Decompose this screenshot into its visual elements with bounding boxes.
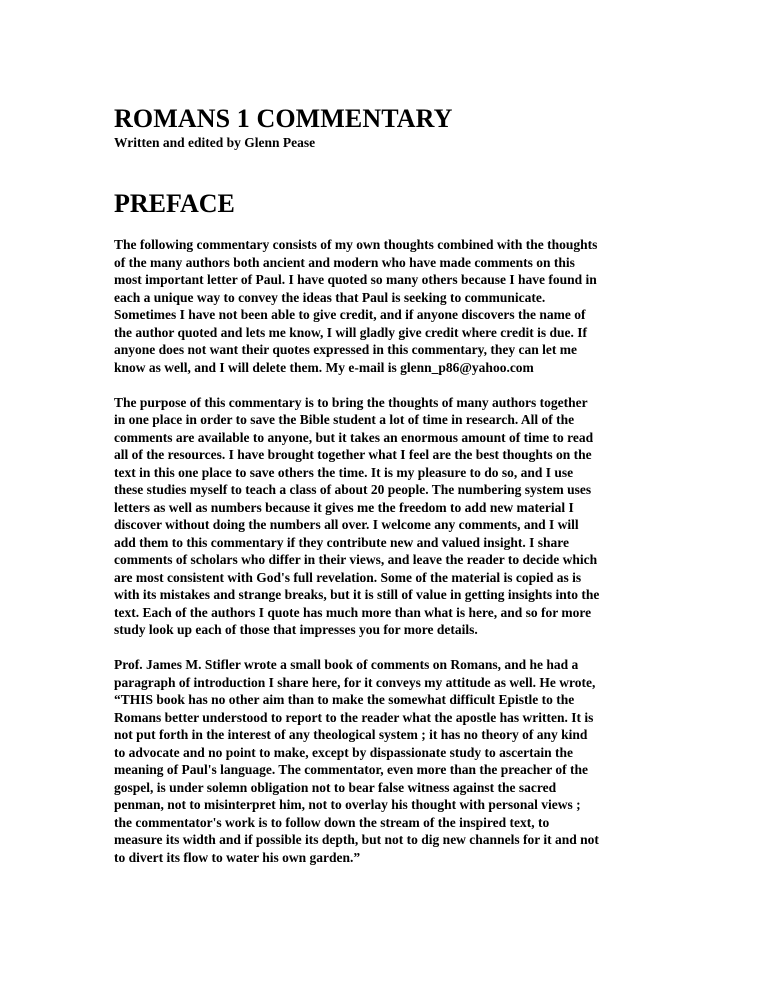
paragraph-intro: The following commentary consists of my own thoughts combined with the thoughts of the many authors both ancient and modern who have made comments on this most important letter of Paul. I have quoted so many others because I have found in each a unique way to convey the ideas that Paul is seeking to communicate. Sometimes I have not been able to give credit, and if anyone discovers the name of the author quoted and lets me know, I will gladly give credit where credit is due. If anyone does not want their quotes expressed in this commentary, they can let me know as well, and I will delete them. My e-mail is glenn_p86@yahoo.com	[114, 237, 598, 375]
paragraph-stifler-quote: Prof. James M. Stifler wrote a small book of comments on Romans, and he had a paragraph of introduction I share here, for it conveys my attitude as well. He wrote, “THIS book has no other aim than to make the somewhat difficult Epistle to the Romans better understood to report to the reader what the apostle has written. It is not put forth in the interest of any theological system ; it has no theory of any kind to advocate and no point to make, except by dispassionate study to ascertain the meaning of Paul's language. The commentator, even more than the preacher of the gospel, is under solemn obligation not to bear false witness against the sacred penman, not to misinterpret him, not to overlay his thought with personal views ; the commentator's work is to follow down the stream of the inspired text, to measure its width and if possible its depth, but not to dig new channels for it and not to divert its flow to water his own garden.”	[114, 657, 599, 865]
section-heading-preface: PREFACE	[114, 189, 235, 218]
paragraph-purpose: The purpose of this commentary is to bring the thoughts of many authors together in one place in order to save the Bible student a lot of time in research. All of the comments are available to anyone, but it takes an enormous amount of time to read all of the resources. I have brought together what I feel are the best thoughts on the text in this one place to save others the time. It is my pleasure to do so, and I use these studies myself to teach a class of about 20 people. The numbering system uses letters as well as numbers because it gives me the freedom to add new material I discover without doing the numbers all over. I welcome any comments, and I will add them to this commentary if they contribute new and valued insight. I share comments of scholars who differ in their views, and leave the reader to decide which are most consistent with God's full revelation. Some of the material is copied as is with its mistakes and strange breaks, but it is still of value in getting insights into the text. Each of the authors I quote has much more than what is here, and so for more study look up each of those that impresses you for more details.	[114, 394, 600, 637]
document-page	[114, 104, 659, 884]
author-byline: Written and edited by Glenn Pease	[114, 135, 316, 150]
document-title: ROMANS 1 COMMENTARY	[114, 104, 453, 133]
